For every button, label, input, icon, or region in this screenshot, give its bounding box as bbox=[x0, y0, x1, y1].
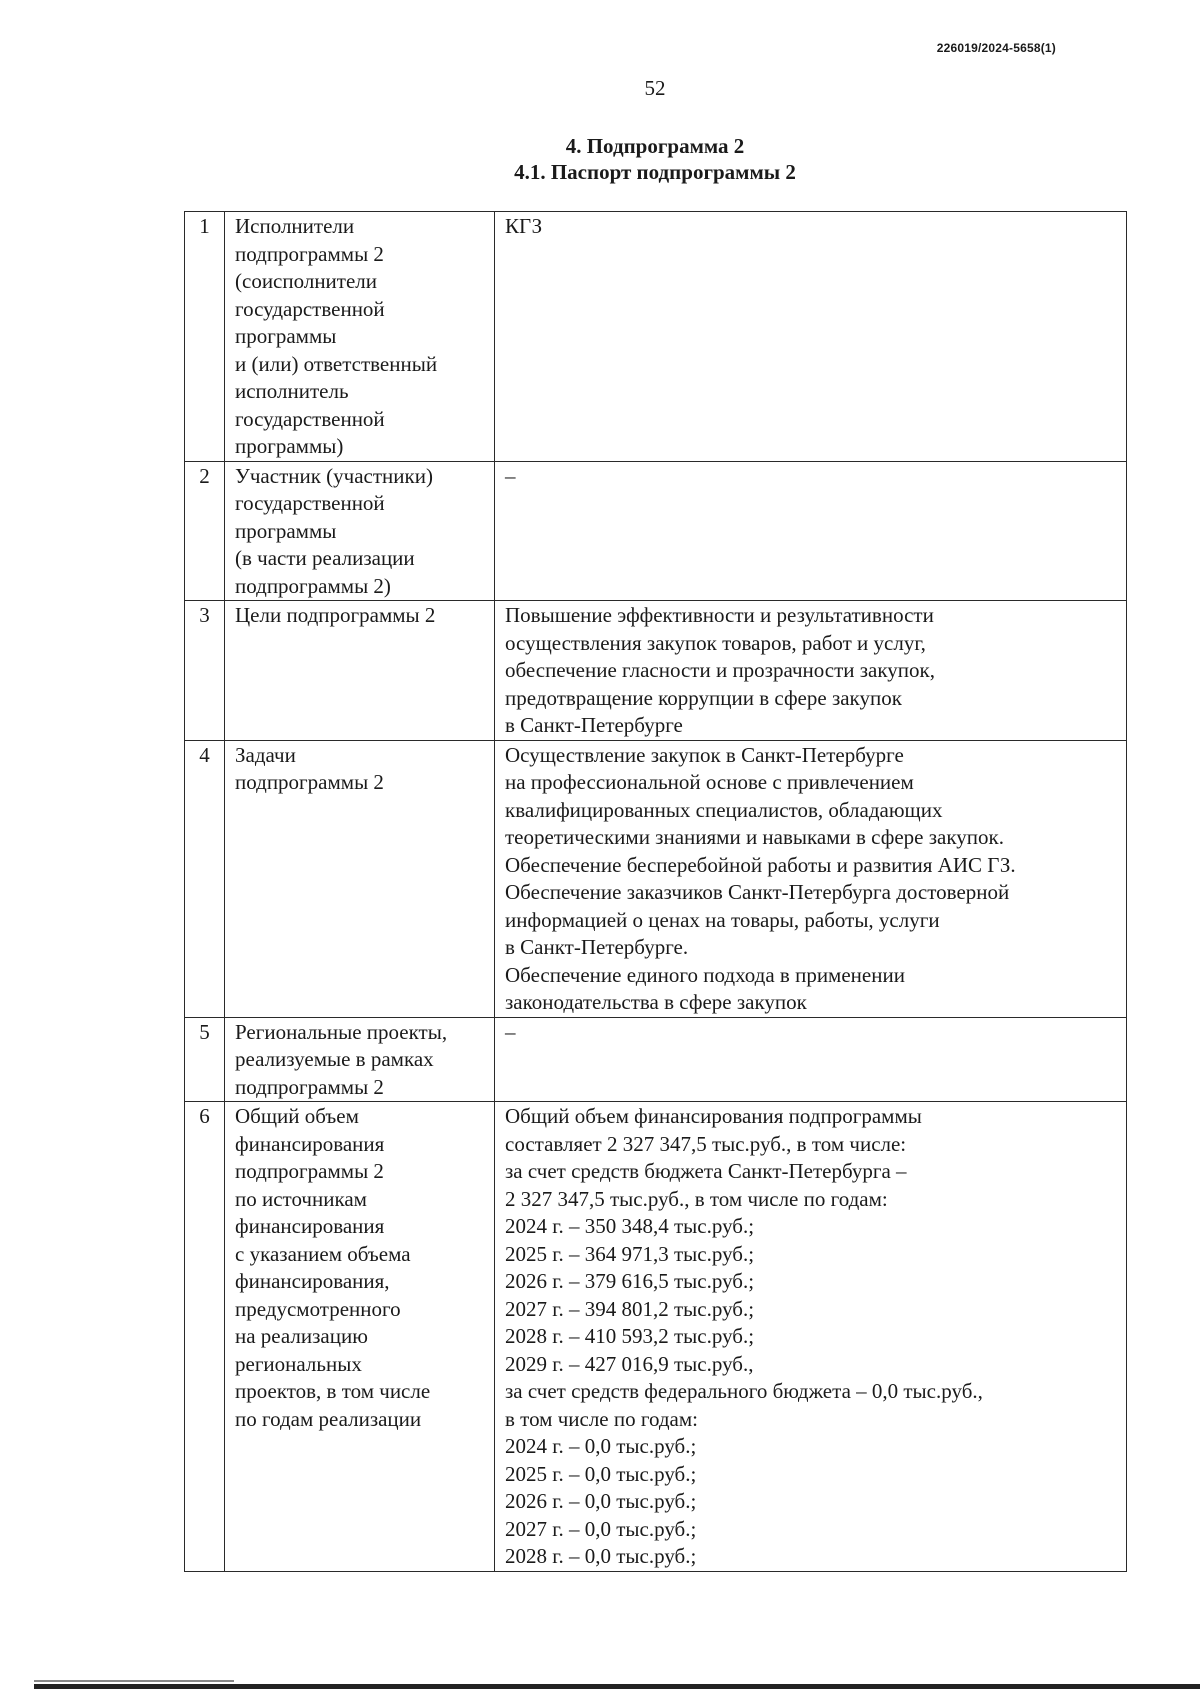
label-line: подпрограммы 2) bbox=[235, 573, 391, 598]
row-value bbox=[495, 601, 1127, 741]
label-line: финансирования bbox=[235, 1214, 385, 1238]
value-line: 2026 г. – 379 616,5 тыс.руб.; bbox=[505, 1269, 755, 1293]
label-line: Участник (участники) bbox=[235, 463, 433, 488]
value-line: предотвращение коррупции в сфере закупок bbox=[505, 685, 902, 710]
label-line: с указанием объема bbox=[235, 1241, 411, 1266]
value-line: Осуществление закупок в Санкт-Петербурге bbox=[505, 742, 904, 767]
subsection-heading: 4.1. Паспорт подпрограммы 2 bbox=[514, 160, 796, 184]
label-line: Региональные проекты, bbox=[235, 1019, 448, 1044]
label-line: государственной bbox=[235, 491, 385, 515]
label-line: подпрограммы 2 bbox=[235, 1159, 384, 1183]
value-line: в Санкт-Петербурге bbox=[505, 713, 683, 737]
label-line: программы bbox=[235, 518, 337, 543]
label-line: финансирования bbox=[235, 1131, 385, 1156]
row-number: 2 bbox=[185, 461, 225, 601]
value-line: обеспечение гласности и прозрачности закупок, bbox=[505, 658, 935, 682]
label-line: государственной bbox=[235, 406, 385, 431]
row-number: 5 bbox=[185, 1017, 225, 1102]
page-number: 52 bbox=[644, 76, 666, 100]
row-value bbox=[495, 461, 1127, 601]
row-value bbox=[495, 1017, 1127, 1102]
row-label bbox=[225, 740, 495, 1017]
value-line: 2027 г. – 0,0 тыс.руб.; bbox=[505, 1516, 697, 1541]
value-line: 2025 г. – 0,0 тыс.руб.; bbox=[505, 1461, 697, 1486]
passport-row bbox=[185, 601, 1127, 741]
section-heading: 4. Подпрограмма 2 bbox=[565, 134, 745, 158]
row-value bbox=[495, 740, 1127, 1017]
value-line: Обеспечение заказчиков Санкт-Петербурга достоверной bbox=[505, 880, 1010, 904]
value-line: 2025 г. – 364 971,3 тыс.руб.; bbox=[505, 1241, 755, 1266]
value-line: 2024 г. – 350 348,4 тыс.руб.; bbox=[505, 1214, 755, 1238]
passport-row bbox=[185, 1102, 1127, 1572]
label-line: (соисполнители bbox=[235, 269, 378, 293]
value-line: информацией о ценах на товары, работы, услуги bbox=[505, 907, 940, 932]
scan-edge-mark bbox=[34, 1680, 234, 1682]
scan-bottom-border bbox=[34, 1684, 1200, 1689]
row-number: 6 bbox=[185, 1102, 225, 1572]
row-label bbox=[225, 1102, 495, 1572]
row-label bbox=[225, 601, 495, 741]
label-line: по источникам bbox=[235, 1186, 367, 1211]
label-line: Цели подпрограммы 2 bbox=[235, 603, 436, 627]
label-line: на реализацию bbox=[235, 1324, 368, 1348]
value-line: в том числе по годам: bbox=[505, 1406, 698, 1431]
value-line: на профессиональной основе с привлечением bbox=[505, 770, 914, 794]
value-line: 2028 г. – 410 593,2 тыс.руб.; bbox=[505, 1324, 755, 1348]
value-line: Повышение эффективности и результативности bbox=[505, 603, 934, 627]
label-line: Задачи bbox=[235, 742, 296, 767]
value-line: теоретическими знаниями и навыками в сфере закупок. bbox=[505, 825, 1004, 849]
label-line: Исполнители bbox=[235, 214, 355, 238]
label-line: государственной bbox=[235, 296, 385, 321]
row-value bbox=[495, 1102, 1127, 1572]
value-line: за счет средств федерального бюджета – 0,0 тыс.руб., bbox=[505, 1379, 983, 1403]
label-line: проектов, в том числе bbox=[235, 1379, 431, 1403]
row-number: 4 bbox=[185, 740, 225, 1017]
row-number: 3 bbox=[185, 601, 225, 741]
value-line: 2024 г. – 0,0 тыс.руб.; bbox=[505, 1434, 697, 1458]
row-value bbox=[495, 212, 1127, 462]
value-line: 2026 г. – 0,0 тыс.руб.; bbox=[505, 1489, 697, 1513]
value-line: осуществления закупок товаров, работ и услуг, bbox=[505, 630, 926, 655]
row-label bbox=[225, 1017, 495, 1102]
label-line: финансирования, bbox=[235, 1269, 390, 1293]
label-line: исполнитель bbox=[235, 379, 349, 403]
label-line: подпрограммы 2 bbox=[235, 241, 384, 266]
label-line: программы bbox=[235, 324, 337, 348]
value-line: в Санкт-Петербурге. bbox=[505, 935, 689, 959]
value-line: Обеспечение бесперебойной работы и развития АИС ГЗ. bbox=[505, 852, 1016, 877]
value-line: – bbox=[505, 463, 516, 488]
row-label bbox=[225, 461, 495, 601]
label-line: подпрограммы 2 bbox=[235, 770, 384, 794]
label-line: (в части реализации bbox=[235, 546, 415, 570]
label-line: и (или) ответственный bbox=[235, 351, 438, 376]
value-line: составляет 2 327 347,5 тыс.руб., в том числе: bbox=[505, 1131, 907, 1156]
value-line: 2029 г. – 427 016,9 тыс.руб., bbox=[505, 1351, 754, 1376]
document-registration-number: 226019/2024-5658(1) bbox=[936, 41, 1056, 55]
label-line: программы) bbox=[235, 434, 344, 458]
passport-row bbox=[185, 740, 1127, 1017]
row-label bbox=[225, 212, 495, 462]
value-line: 2027 г. – 394 801,2 тыс.руб.; bbox=[505, 1296, 755, 1321]
passport-row bbox=[185, 461, 1127, 601]
label-line: предусмотренного bbox=[235, 1296, 401, 1321]
value-line: Общий объем финансирования подпрограммы bbox=[505, 1104, 922, 1128]
passport-table-body bbox=[185, 212, 1127, 1572]
value-line: за счет средств бюджета Санкт-Петербурга – bbox=[505, 1159, 907, 1183]
value-line: – bbox=[505, 1019, 516, 1044]
label-line: реализуемые в рамках bbox=[235, 1047, 434, 1071]
label-line: Общий объем bbox=[235, 1104, 359, 1128]
row-number: 1 bbox=[185, 212, 225, 462]
value-line: квалифицированных специалистов, обладающих bbox=[505, 797, 943, 822]
value-line: Обеспечение единого подхода в применении bbox=[505, 962, 905, 987]
value-line: 2 327 347,5 тыс.руб., в том числе по годам: bbox=[505, 1186, 888, 1211]
value-line: законодательства в сфере закупок bbox=[505, 990, 807, 1014]
label-line: подпрограммы 2 bbox=[235, 1074, 384, 1099]
passport-row bbox=[185, 1017, 1127, 1102]
value-line: КГЗ bbox=[505, 214, 543, 238]
label-line: по годам реализации bbox=[235, 1406, 422, 1431]
subprogram-passport-table bbox=[184, 211, 1127, 1572]
value-line: 2028 г. – 0,0 тыс.руб.; bbox=[505, 1544, 697, 1568]
passport-row bbox=[185, 212, 1127, 462]
label-line: региональных bbox=[235, 1351, 362, 1376]
